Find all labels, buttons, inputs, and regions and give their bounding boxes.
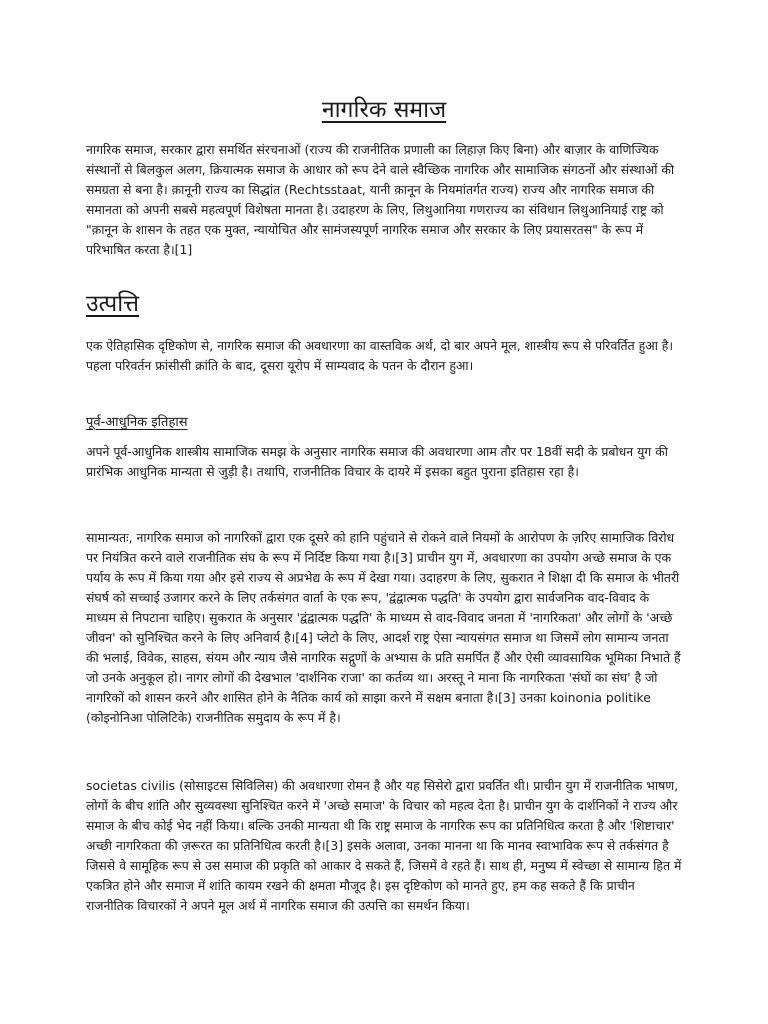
origin-paragraph: एक ऐतिहासिक दृष्टिकोण से, नागरिक समाज की अवधारणा का वास्तविक अर्थ, दो बार अपने मूल, शास्त्रीय रूप से परिवर्तित हुआ है। पहला परिवर्तन फ्रांसीसी क्रांति के बाद, दूसरा यूरोप में साम्यवाद के पतन के दौरान हुआ। — [86, 338, 674, 373]
subsection-heading-premodern: पूर्व-आधुनिक इतिहास — [86, 415, 188, 430]
general-paragraph: सामान्यतः, नागरिक समाज को नागरिकों द्वारा एक दूसरे को हानि पहुंचाने से रोकने वाले नियमों के आरोपण के ज़रिए सामाजिक विरोध पर नियंत्रित करने वाले राजनीतिक संघ के रूप में निर्दिष्ट किया गया है।[3] प्राचीन युग में, अवधारणा का उपयोग अच्छे समाज के एक पर्याय के रूप में किया गया और इसे राज्य से अप्रभेद्य के रूप में देखा गया। उदाहरण के लिए, सुकरात ने शिक्षा दी कि समाज के भीतरी संघर्ष को सच्चाई उजागर करने के लिए तर्कसंगत वार्ता के एक रूप, 'द्वंद्वात्मक पद्धति' के उपयोग द्वारा सार्वजनिक वाद-विवाद के माध्यम से निपटाना चाहिए। सुकरात के अनुसार 'द्वंद्वात्मक पद्धति' के माध्यम से वाद-विवाद जनता में 'नागरिकता' और लोगों के 'अच्छे जीवन' को सुनिश्चित करने के लिए अनिवार्य है।[4] प्लेटो के लिए, आदर्श राष्ट्र ऐसा न्यायसंगत समाज था जिसमें लोग सामान्य जनता की भलाई, विवेक, साहस, संयम और न्याय जैसे नागरिक सद्गुणों के अभ्यास के प्रति समर्पित हैं और ऐसी व्यावसायिक भूमिका निभाते हैं जो उनके अनुकूल हो। नागर लोगों की देखभाल 'दार्शनिक राजा' का कर्तव्य था। अरस्तू ने माना कि नागरिकता 'संघों का संघ' है जो नागरिकों को शासन करने और शासित होने के नैतिक कार्य को साझा करने में सक्षम बनाता है।[3] उनका koinonia politike (कोइनोनिआ पोलिटिके) राजनीतिक समुदाय के रूप में है। — [86, 530, 681, 725]
societas-paragraph: societas civilis (सोसाइटस सिविलिस) की अवधारणा रोमन है और यह सिसेरो द्वारा प्रवर्तित थी। प्राचीन युग में राजनीतिक भाषण, लोगों के बीच शांति और सुव्यवस्था सुनिश्चित करने में 'अच्छे समाज' के विचार को महत्व देता है। प्राचीन युग के दार्शनिकों ने राज्य और समाज के बीच कोई भेद नहीं किया। बल्कि उनकी मान्यता थी कि राष्ट्र समाज के नागरिक रूप का प्रतिनिधित्व करता है और 'शिष्टाचार' अच्छी नागरिकता की ज़रूरत का प्रतिनिधित्व करती है।[3] इसके अलावा, उनका मानना था कि मानव स्वाभाविक रूप से तर्कसंगत है जिससे वे सामूहिक रूप से उस समाज की प्रकृति को आकार दे सकते हैं, जिसमें वे रहते हैं। साथ ही, मनुष्य में स्वेच्छा से सामान्य हित में एकत्रित होने और समाज में शांति कायम रखने की क्षमता मौजूद है। इस दृष्टिकोण को मानते हुए, हम कह सकते हैं कि प्राचीन राजनीतिक विचारकों ने अपने मूल अर्थ में नागरिक समाज की उत्पत्ति का समर्थन किया। — [86, 778, 682, 913]
intro-paragraph: नागरिक समाज, सरकार द्वारा समर्थित संरचनाओं (राज्य की राजनीतिक प्रणाली का लिहाज़ किए बिना) और बाज़ार के वाणिज्यिक संस्थानों से बिलकुल अलग, क्रियात्मक समाज के आधार को रूप देने वाले स्वैच्छिक नागरिक और सामाजिक संगठनों और संस्थाओं की समग्रता से बना है। क़ानूनी राज्य का सिद्धांत (Rechtsstaat, यानी क़ानून के नियमांतर्गत राज्य) राज्य और नागरिक समाज की समानता को अपनी सबसे महत्वपूर्ण विशेषता मानता है। उदाहरण के लिए, लिथुआनिया गणराज्य का संविधान लिथुआनियाई राष्ट्र को "क़ानून के शासन के तहत एक मुक्त, न्यायोचित और सामंजस्यपूर्ण नागरिक समाज और सरकार के लिए प्रयासरतस" के रूप में परिभाषित करता है।[1] — [86, 142, 675, 257]
section-heading-origin: उत्पत्ति — [86, 291, 140, 317]
page-title: नागरिक समाज — [321, 97, 447, 123]
premodern-paragraph: अपने पूर्व-आधुनिक शास्त्रीय सामाजिक समझ के अनुसार नागरिक समाज की अवधारणा आम तौर पर 18वीं सदी के प्रबोधन युग की प्रारंभिक आधुनिक मान्यता से जुड़ी है। तथापि, राजनीतिक विचार के दायरे में इसका बहुत पुराना इतिहास रहा है। — [86, 444, 668, 479]
